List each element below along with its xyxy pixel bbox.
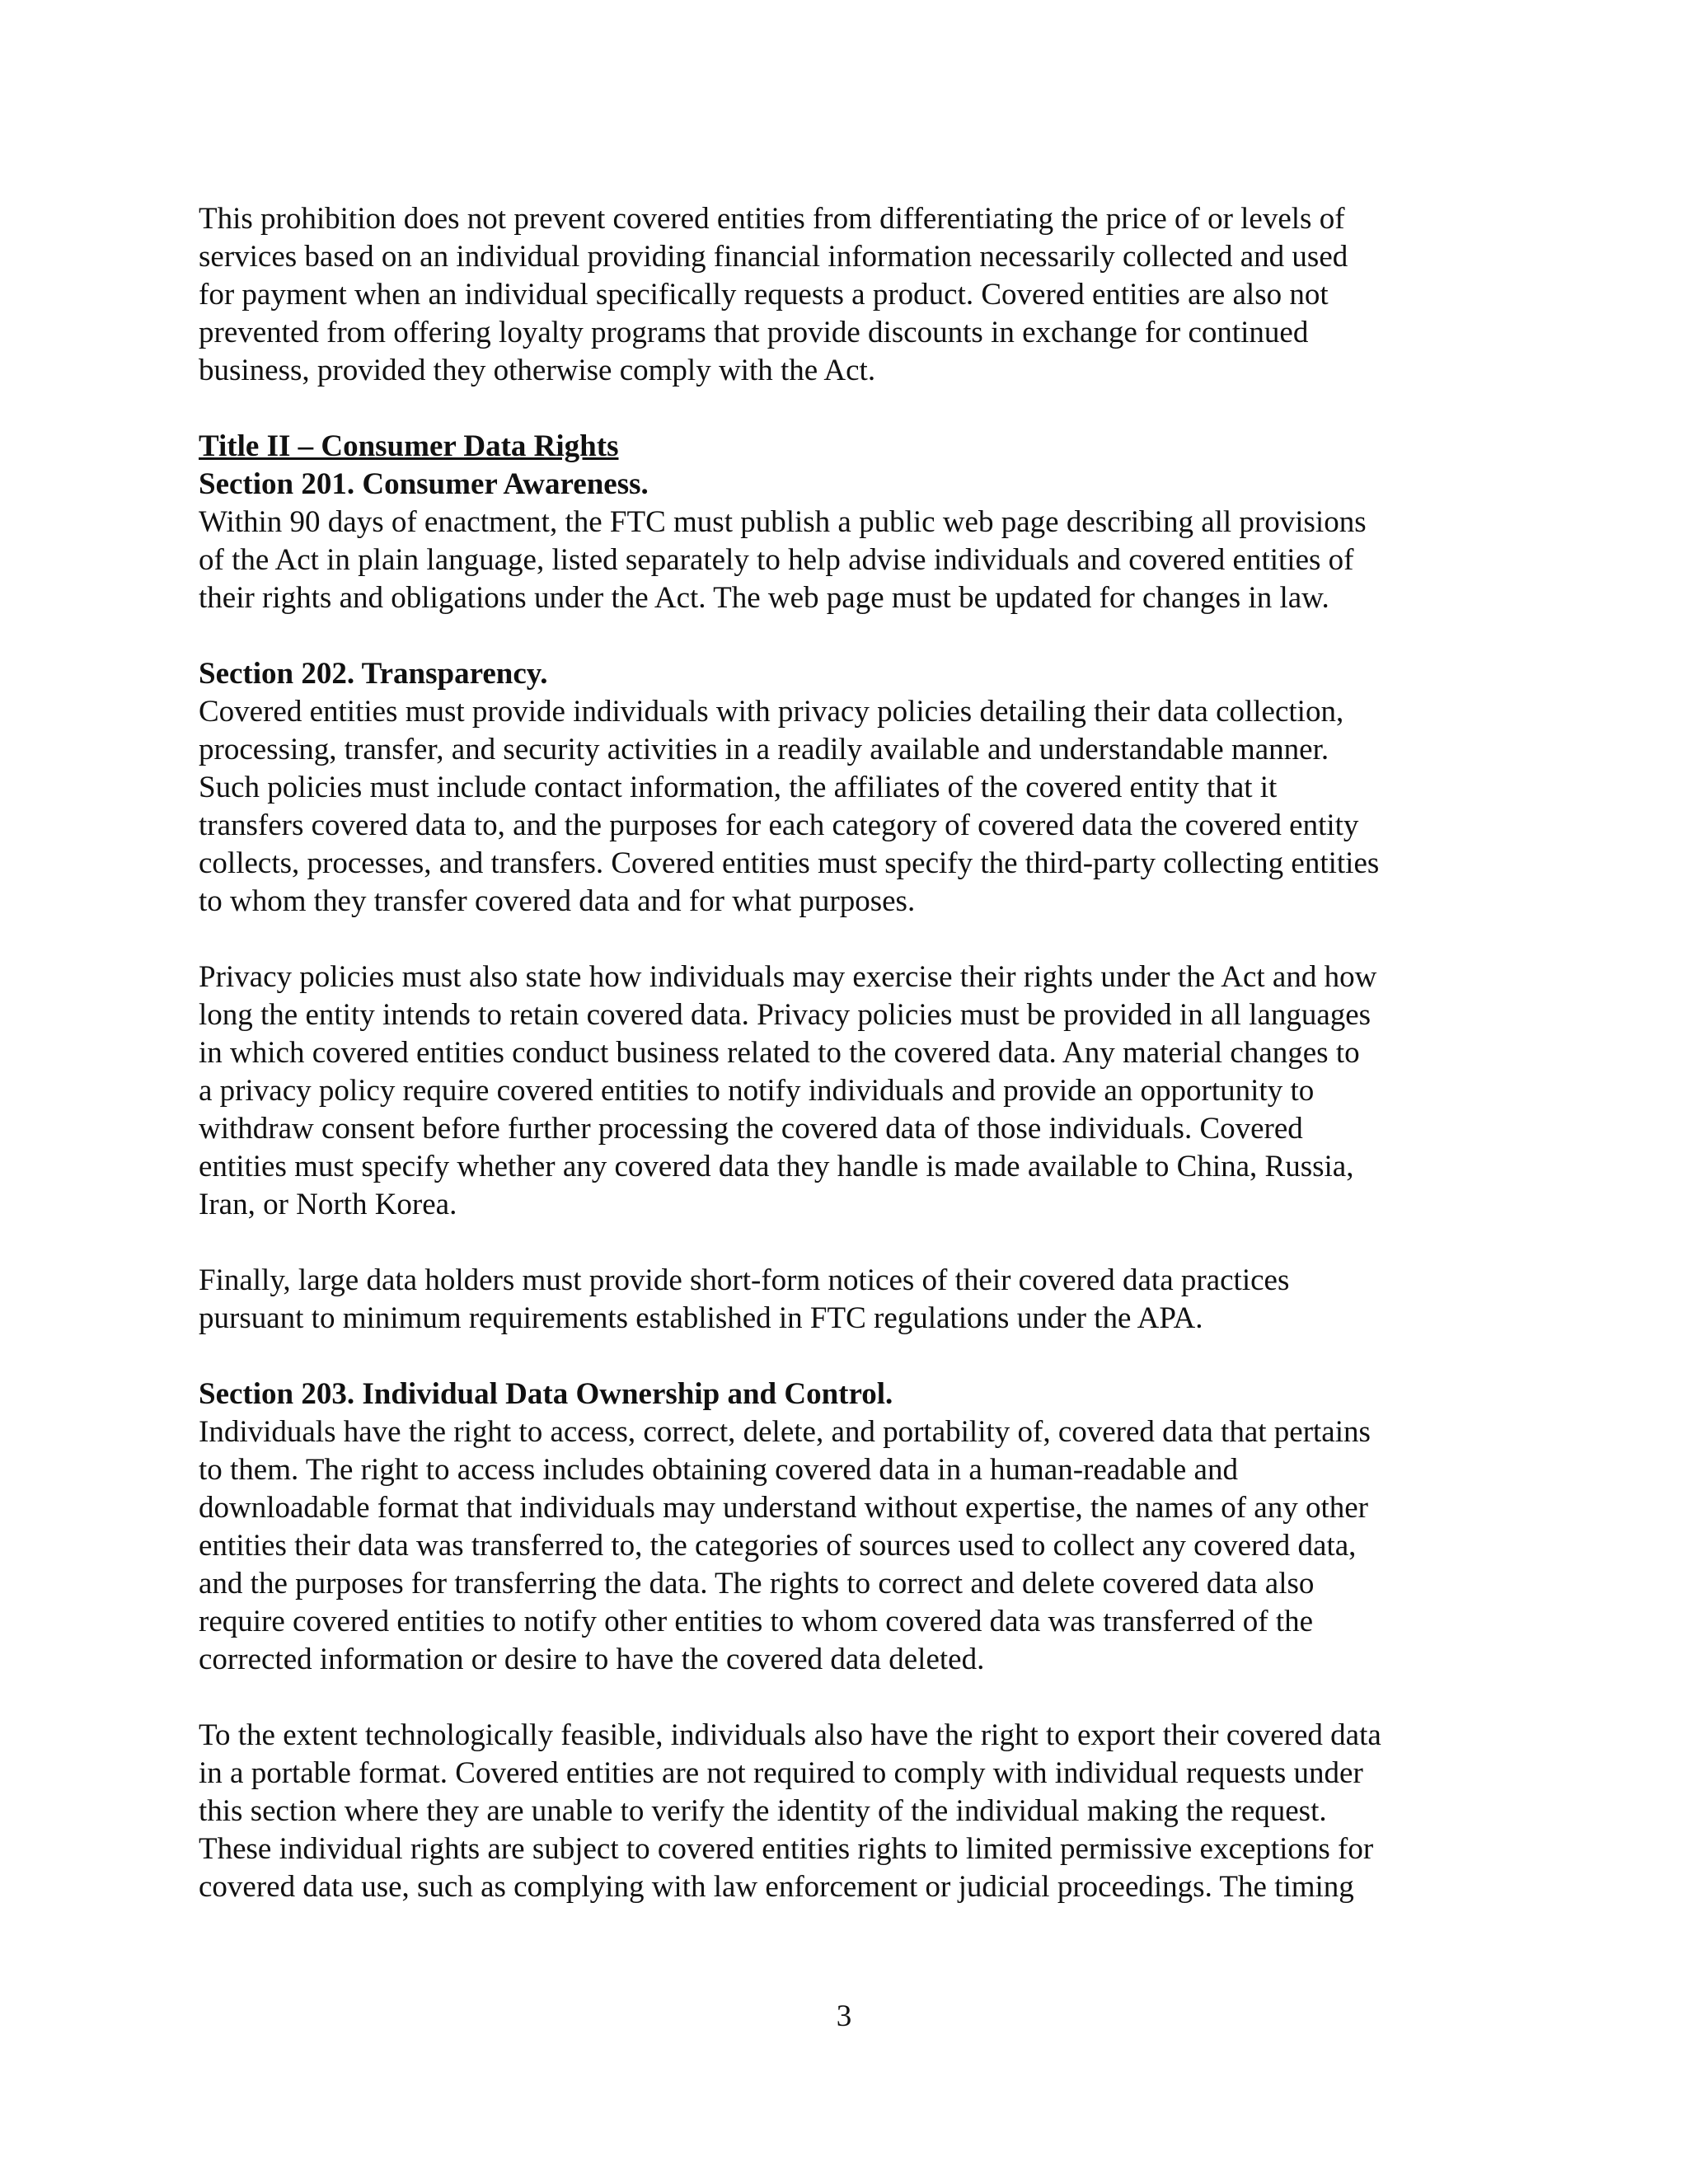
section-202-body [199, 693, 1534, 921]
text-line: of the Act in plain language, listed separately to help advise individuals and covered entities of [199, 543, 1354, 577]
short-form-notices-paragraph [199, 1262, 1534, 1338]
text-line: Covered entities must provide individuals with privacy policies detailing their data collection, [199, 695, 1344, 729]
text-line: entities must specify whether any covered data they handle is made available to China, Russia, [199, 1150, 1354, 1183]
text-line: entities their data was transferred to, the categories of sources used to collect any covered data, [199, 1529, 1357, 1563]
text-line: in which covered entities conduct business related to the covered data. Any material changes to [199, 1036, 1360, 1070]
section-203 [199, 1376, 1534, 1679]
text-line: in a portable format. Covered entities are not required to comply with individual requests under [199, 1756, 1363, 1790]
section-203-body [199, 1413, 1534, 1679]
text-line: business, provided they otherwise comply with the Act. [199, 354, 876, 387]
text-line: Individuals have the right to access, correct, delete, and portability of, covered data that pertains [199, 1415, 1371, 1449]
text-line: their rights and obligations under the Act. The web page must be updated for changes in law. [199, 581, 1329, 615]
text-line: Iran, or North Korea. [199, 1188, 457, 1221]
text-line: require covered entities to notify other entities to whom covered data was transferred of the [199, 1605, 1314, 1638]
text-line: These individual rights are subject to covered entities rights to limited permissive exceptions for [199, 1832, 1374, 1866]
text-line: services based on an individual providing financial information necessarily collected and used [199, 240, 1348, 274]
text-line: withdraw consent before further processing the covered data of those individuals. Covered [199, 1112, 1303, 1146]
text-line: downloadable format that individuals may understand without expertise, the names of any other [199, 1491, 1368, 1525]
text-line: this section where they are unable to verify the identity of the individual making the request. [199, 1794, 1327, 1828]
text-line: Such policies must include contact information, the affiliates of the covered entity that it [199, 771, 1278, 804]
text-line: corrected information or desire to have the covered data deleted. [199, 1643, 985, 1676]
text-line: Within 90 days of enactment, the FTC must publish a public web page describing all provisions [199, 505, 1367, 539]
text-line: processing, transfer, and security activities in a readily available and understandable manner. [199, 733, 1329, 766]
section-203-heading: Section 203. Individual Data Ownership and Control. [199, 1377, 893, 1411]
privacy-policies-paragraph [199, 958, 1534, 1224]
text-line: and the purposes for transferring the data. The rights to correct and delete covered data also [199, 1567, 1315, 1601]
section-201-heading: Section 201. Consumer Awareness. [199, 467, 649, 501]
section-202 [199, 655, 1534, 921]
section-201-body [199, 504, 1534, 617]
text-line: long the entity intends to retain covered data. Privacy policies must be provided in all languages [199, 998, 1372, 1032]
text-line: transfers covered data to, and the purposes for each category of covered data the covered entity [199, 808, 1359, 842]
section-201 [199, 428, 1534, 617]
page-content [199, 200, 1534, 1944]
intro-paragraph [199, 200, 1534, 390]
text-line: This prohibition does not prevent covered entities from differentiating the price of or levels of [199, 202, 1345, 236]
text-line: Finally, large data holders must provide short-form notices of their covered data practices [199, 1263, 1290, 1297]
text-line: to them. The right to access includes obtaining covered data in a human-readable and [199, 1453, 1238, 1487]
section-202-heading: Section 202. Transparency. [199, 657, 548, 691]
text-line: a privacy policy require covered entities to notify individuals and provide an opportunity to [199, 1074, 1315, 1108]
text-line: prevented from offering loyalty programs that provide discounts in exchange for continued [199, 316, 1309, 349]
text-line: pursuant to minimum requirements established in FTC regulations under the APA. [199, 1301, 1203, 1335]
text-line: collects, processes, and transfers. Covered entities must specify the third-party collecting entities [199, 846, 1380, 880]
text-line: Privacy policies must also state how individuals may exercise their rights under the Act and how [199, 960, 1377, 994]
export-rights-paragraph [199, 1717, 1534, 1906]
text-line: for payment when an individual specifically requests a product. Covered entities are also not [199, 278, 1329, 312]
title-heading: Title II – Consumer Data Rights [199, 429, 619, 463]
text-line: covered data use, such as complying with law enforcement or judicial proceedings. The timing [199, 1870, 1354, 1904]
text-line: To the extent technologically feasible, individuals also have the right to export their covered data [199, 1718, 1381, 1752]
text-line: to whom they transfer covered data and for what purposes. [199, 884, 916, 918]
page-number: 3 [836, 1999, 852, 2033]
